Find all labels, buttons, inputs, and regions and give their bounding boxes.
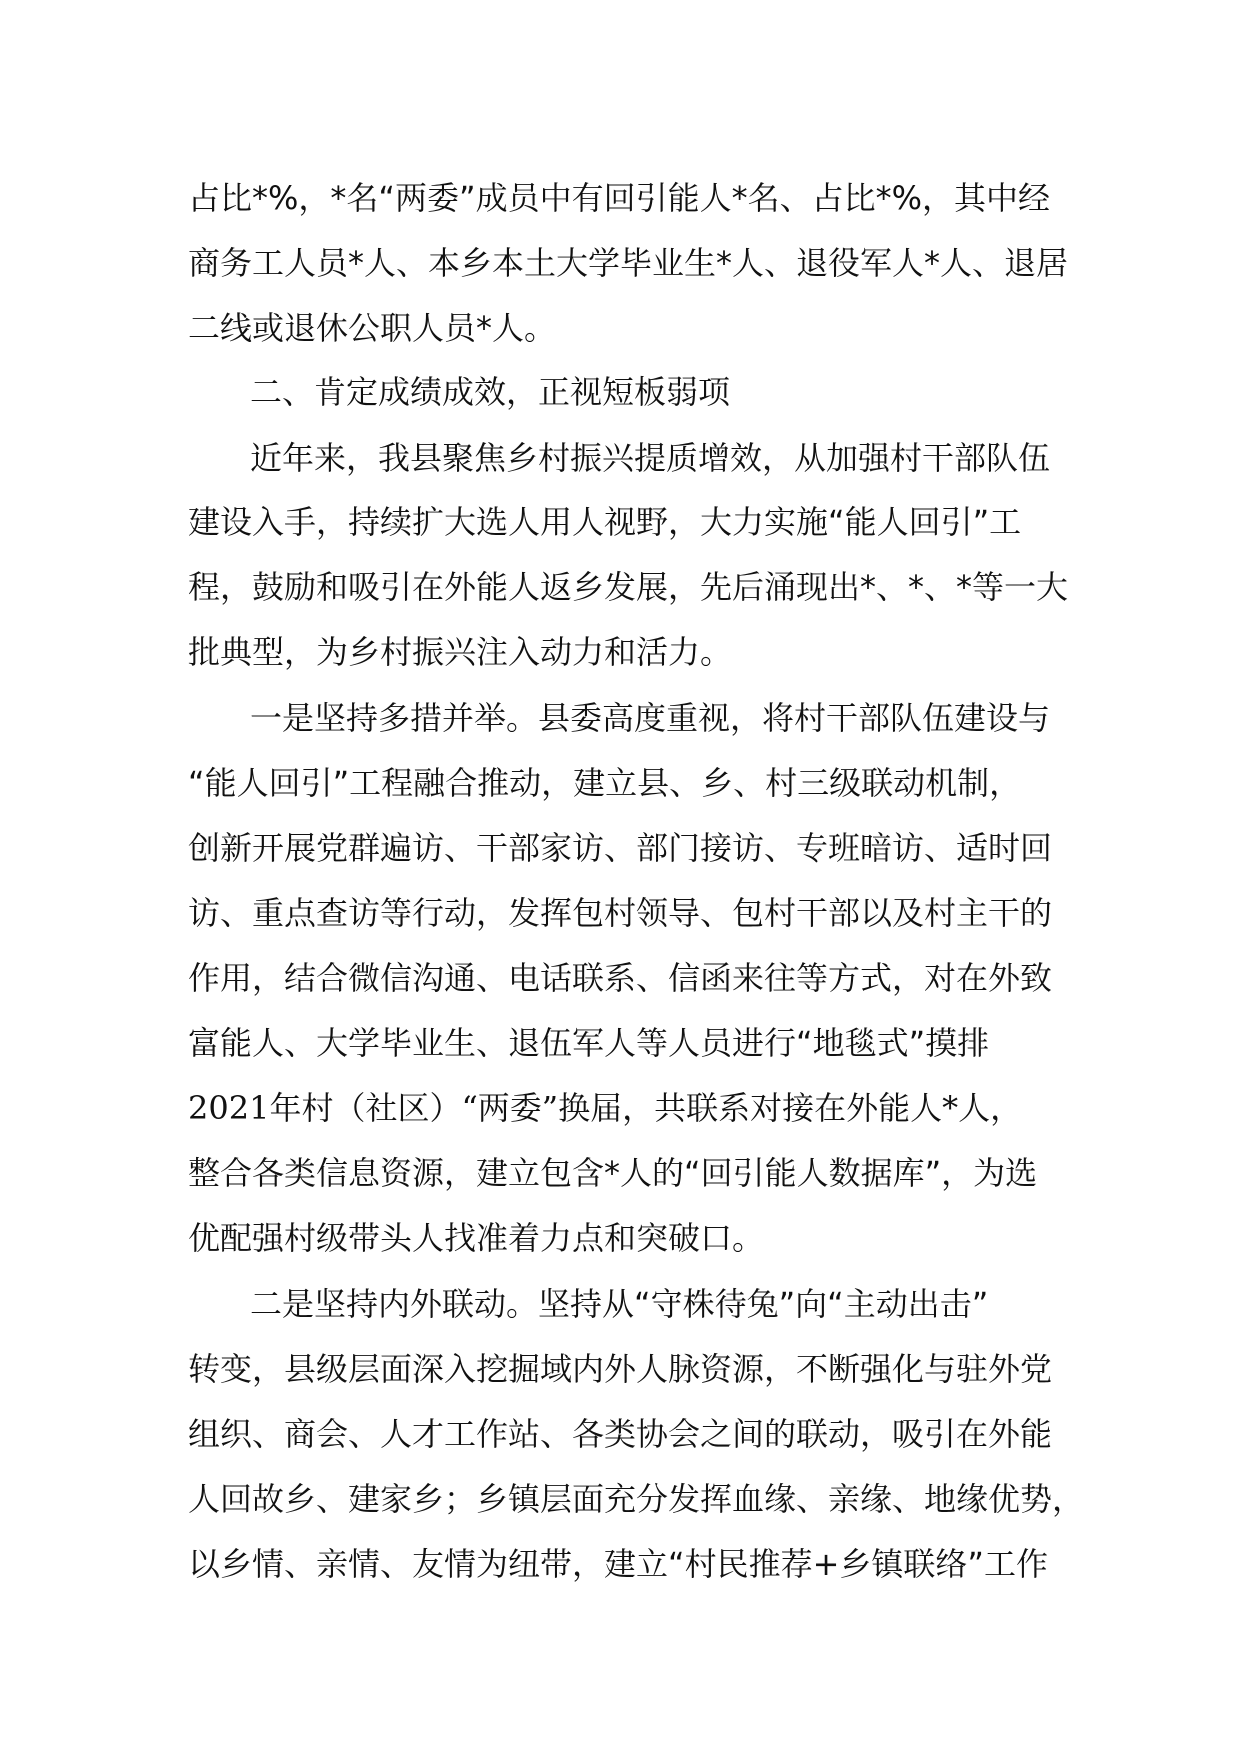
text-line: 批典型，为乡村振兴注入动力和活力。 — [188, 633, 733, 671]
text-line: 二是坚持内外联动。坚持从“守株待兔”向“主动出击” — [250, 1285, 989, 1323]
text-line: 商务工人员*人、本乡本土大学毕业生*人、退役军人*人、退居 — [188, 244, 1069, 282]
text-line: 近年来，我县聚焦乡村振兴提质增效，从加强村干部队伍 — [250, 439, 1051, 477]
text-line: “能人回引”工程融合推动，建立县、乡、村三级联动机制， — [188, 764, 1022, 802]
text-line: 整合各类信息资源，建立包含*人的“回引能人数据库”，为选 — [188, 1154, 1038, 1192]
text-line: 组织、商会、人才工作站、各类协会之间的联动，吸引在外能 — [188, 1415, 1053, 1453]
text-line: 访、重点查访等行动，发挥包村领导、包村干部以及村主干的 — [188, 894, 1053, 932]
text-line: 优配强村级带头人找准着力点和突破口。 — [188, 1219, 765, 1257]
section-heading: 二、肯定成绩成效，正视短板弱项 — [250, 373, 731, 411]
text-line: 一是坚持多措并举。县委高度重视，将村干部队伍建设与 — [250, 699, 1051, 737]
text-line: 程，鼓励和吸引在外能人返乡发展，先后涌现出*、*、*等一大 — [188, 568, 1069, 606]
text-line: 创新开展党群遍访、干部家访、部门接访、专班暗访、适时回 — [188, 829, 1053, 867]
text-line: 以乡情、亲情、友情为纽带，建立“村民推荐+乡镇联络”工作 — [188, 1545, 1048, 1583]
text-line: 人回故乡、建家乡；乡镇层面充分发挥血缘、亲缘、地缘优势， — [188, 1480, 1085, 1518]
text-line: 建设入手，持续扩大选人用人视野，大力实施“能人回引”工 — [188, 503, 1022, 541]
text-line: 2021年村（社区）“两委”换届，共联系对接在外能人*人， — [188, 1089, 1023, 1127]
text-line: 二线或退休公职人员*人。 — [188, 309, 557, 347]
text-line: 作用，结合微信沟通、电话联系、信函来往等方式，对在外致 — [188, 959, 1053, 997]
text-line: 占比*%，*名“两委”成员中有回引能人*名、占比*%，其中经 — [188, 179, 1050, 217]
text-line: 富能人、大学毕业生、退伍军人等人员进行“地毯式”摸排 — [188, 1024, 990, 1062]
text-line: 转变，县级层面深入挖掘域内外人脉资源，不断强化与驻外党 — [188, 1350, 1053, 1388]
